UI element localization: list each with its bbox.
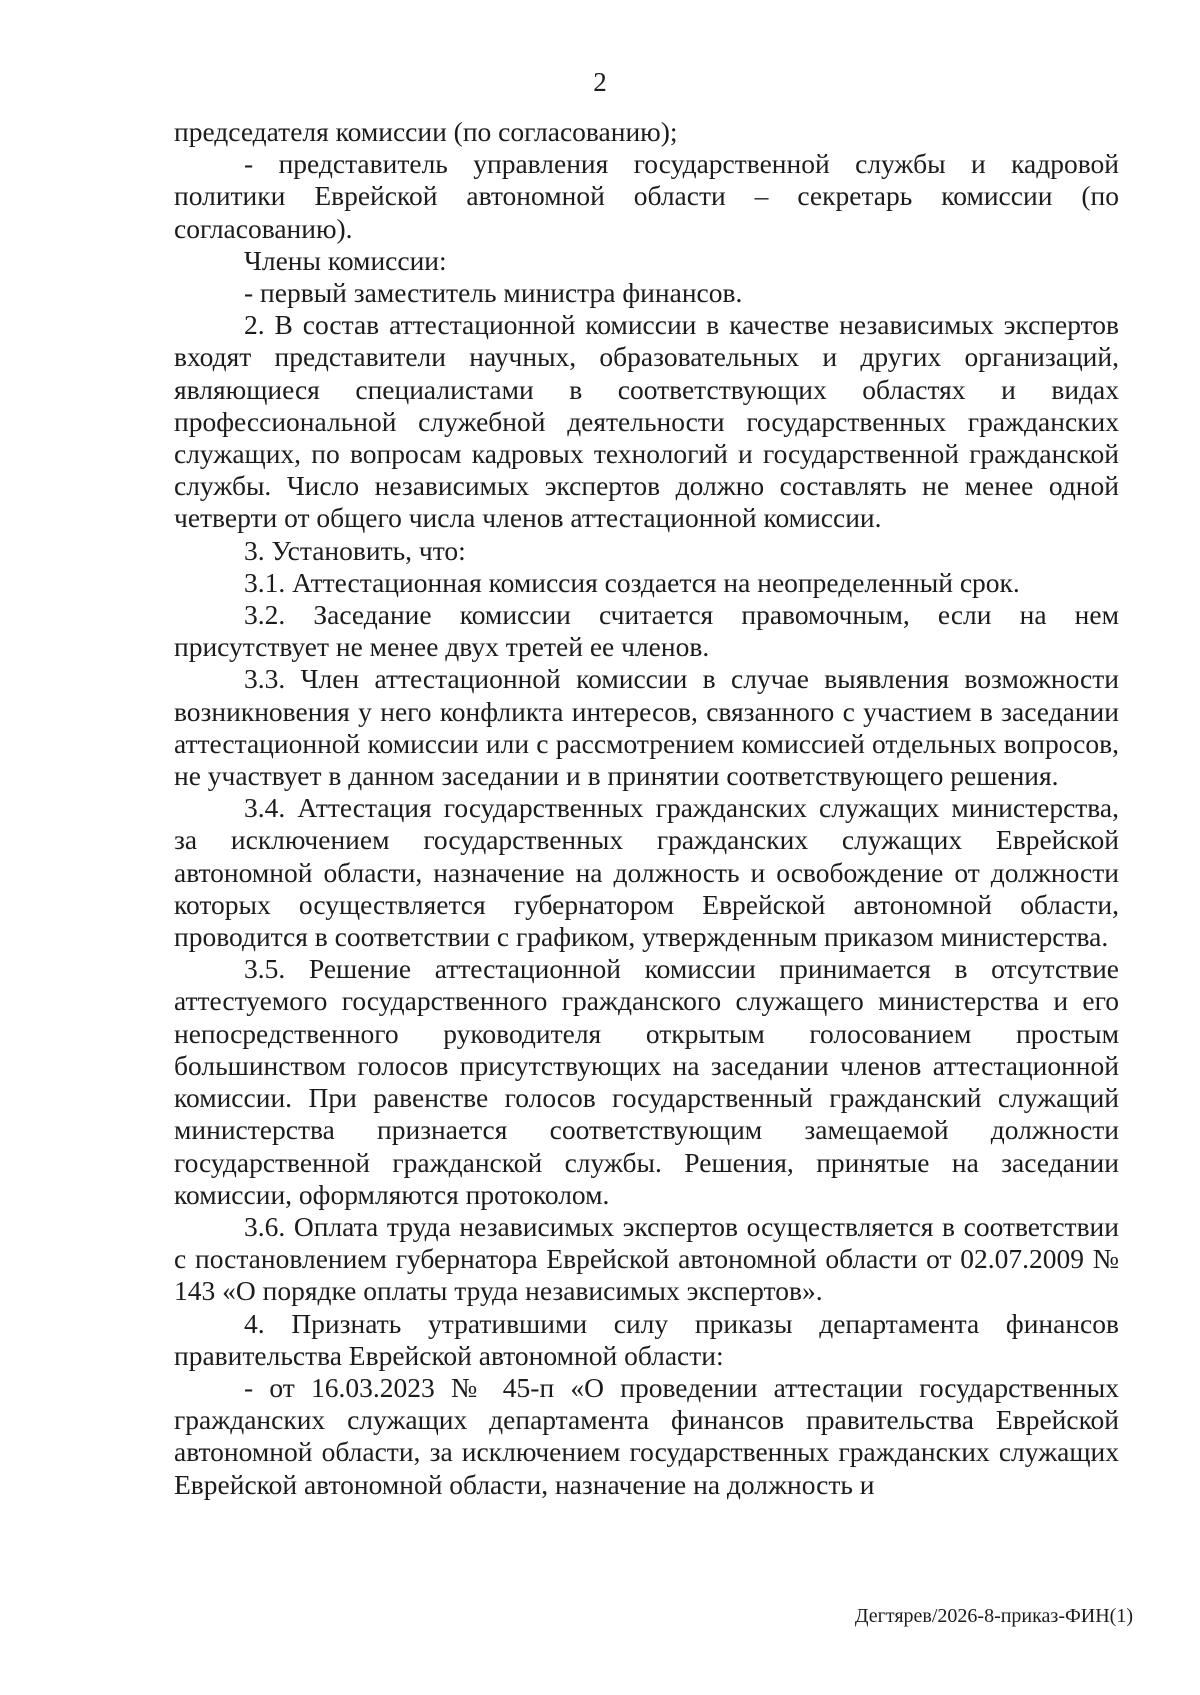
- paragraph-item-3-6: 3.6. Оплата труда независимых экспертов осуществляется в соответствии с постановлением губернатора Еврейской автономной области от 02.07.2009 № 143 «О порядке оплаты труда независимых экспертов».: [174, 1210, 1119, 1307]
- paragraph-first-deputy: - первый заместитель министра финансов.: [244, 277, 743, 309]
- paragraph-item-3-2: 3.2. Заседание комиссии считается правомочным, если на нем присутствует не менее двух третей ее членов.: [174, 599, 1119, 663]
- paragraph-item-3: 3. Установить, что:: [244, 534, 466, 566]
- paragraph-item-2: 2. В состав аттестационной комиссии в качестве независимых экспертов входят представители научных, образовательных и других организаций, являющиеся специалистами в соответствующих областях и видах профессиональной служебной деятельности государственных гражданских служащих, по вопросам кадровых технологий и государственной гражданской службы. Число независимых экспертов должно составлять не менее одной четверти от общего числа членов аттестационной комиссии.: [174, 309, 1119, 534]
- paragraph-item-3-1: 3.1. Аттестационная комиссия создается на неопределенный срок.: [244, 566, 1020, 598]
- paragraph-item-3-5: 3.5. Решение аттестационной комиссии принимается в отсутствие аттестуемого государственного гражданского служащего министерства и его непосредственного руководителя открытым голосованием простым большинством голосов присутствующих на заседании членов аттестационной комиссии. При равенстве голосов государственный гражданский служащий министерства признается соответствующим замещаемой должности государственной гражданской службы. Решения, принятые на заседании комиссии, оформляются протоколом.: [174, 953, 1119, 1210]
- paragraph-item-4: 4. Признать утратившими силу приказы департамента финансов правительства Еврейской автономной области:: [174, 1307, 1119, 1371]
- paragraph-chair-end: председателя комиссии (по согласованию);: [174, 116, 678, 147]
- paragraph-members-heading: Члены комиссии:: [244, 244, 447, 276]
- document-reference: Дегтярев/2026-8-приказ-ФИН(1): [854, 1605, 1133, 1627]
- paragraph-item-3-4: 3.4. Аттестация государственных гражданских служащих министерства, за исключением государственных гражданских служащих Еврейской автономной области, назначение на должность и освобождение от должности которых осуществляется губернатором Еврейской автономной области, проводится в соответствии с графиком, утвержденным приказом министерства.: [174, 792, 1119, 953]
- paragraph-item-4-order: - от 16.03.2023 № 45-п «О проведении аттестации государственных гражданских служащих департамента финансов правительства Еврейской автономной области, за исключением государственных гражданских служащих Еврейской автономной области, назначение на должность и: [174, 1371, 1119, 1500]
- document-body: [174, 116, 1119, 1501]
- paragraph-secretary: - представитель управления государственной службы и кадровой политики Еврейской автономной области – секретарь комиссии (по согласованию).: [174, 148, 1119, 244]
- page-number: 2: [593, 67, 607, 97]
- paragraph-item-3-3: 3.3. Член аттестационной комиссии в случае выявления возможности возникновения у него конфликта интересов, связанного с участием в заседании аттестационной комиссии или с рассмотрением комиссией отдельных вопросов, не участвует в данном заседании и в принятии соответствующего решения.: [174, 663, 1119, 792]
